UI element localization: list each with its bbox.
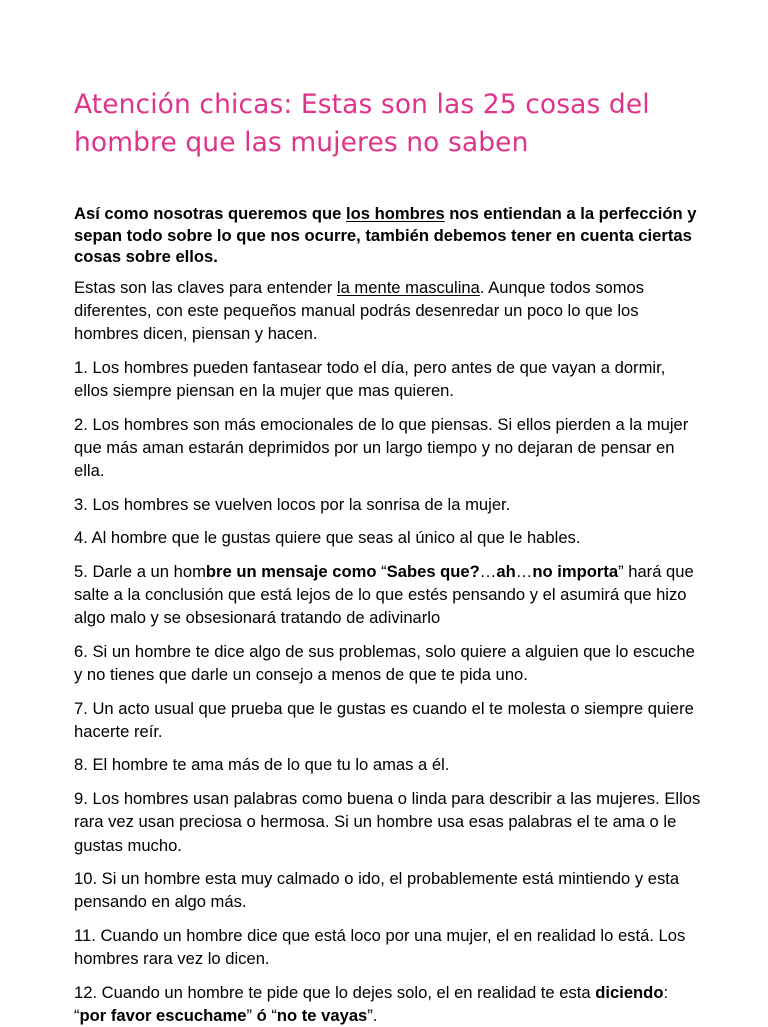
list-item-5-phrase-no-importa: no importa xyxy=(532,561,619,581)
list-item-7: 7. Un acto usual que prueba que le gustas es cuando el te molesta o siempre quiere hacerte reír. xyxy=(74,698,694,741)
list-item-11: 11. Cuando un hombre dice que está loco por una mujer, el en realidad lo está. Los hombres rara vez lo dicen. xyxy=(74,925,686,969)
claves-paragraph xyxy=(74,276,704,346)
list-item-6: 6. Si un hombre te dice algo de sus problemas, solo quiere a alguien que lo escuche y no tienes que darle un consejo a menos de que te pida uno. xyxy=(74,641,695,685)
intro-text-end: nos entiendan a la perfección y sepan todo sobre lo que nos ocurre, también debemos tener en cuenta ciertas cosas sobre ellos. xyxy=(74,204,697,266)
list-item-12-phrase-escuchame: por favor escuchame xyxy=(79,1006,247,1026)
list-item-3: 3. Los hombres se vuelven locos por la sonrisa de la mujer. xyxy=(74,494,511,514)
list-item-5-start: 5. Darle a un hom xyxy=(74,561,206,581)
list-item-12-quote-close: ” xyxy=(246,1006,257,1026)
mente-masculina-link[interactable]: la mente masculina xyxy=(336,277,480,297)
list-item-12-colon-quote: : “ xyxy=(74,982,669,1026)
list-item-5-phrase-ah: ah xyxy=(496,561,516,581)
list-item-5 xyxy=(74,560,704,630)
list-item-12 xyxy=(74,981,704,1027)
intro-paragraph xyxy=(74,203,704,268)
list-item-12-phrase-no-te-vayas: no te vayas xyxy=(276,1006,368,1026)
article-title: Atención chicas: Estas son las 25 cosas del hombre que las mujeres no saben xyxy=(74,89,650,158)
list-item-8: 8. El hombre te ama más de lo que tu lo amas a él. xyxy=(74,755,450,775)
list-item-5-quote-open: “ xyxy=(376,561,387,581)
los-hombres-link[interactable]: los hombres xyxy=(346,204,445,223)
list-item-5-ellipsis-1: … xyxy=(479,561,497,581)
claves-text-end: . Aunque todos somos diferentes, con este pequeños manual podrás desenredar un poco lo que los hombres dicen, piensan y hacen. xyxy=(74,277,645,344)
list-item-10: 10. Si un hombre esta muy calmado o ido, el probablemente está mintiendo y esta pensando en algo más. xyxy=(74,869,680,912)
list-item-9: 9. Los hombres usan palabras como buena o linda para describir a las mujeres. Ellos rara vez usan preciosa o hermosa. Si un hombre usa esas palabras el te ama o le gustas mucho. xyxy=(74,788,701,855)
list-item-2: 2. Los hombres son más emocionales de lo que piensas. Si ellos pierden a la mujer que más aman estarán deprimidos por un largo tiempo y no dejaran de pensar en ella. xyxy=(74,414,689,481)
list-item-5-bold-run: bre un mensaje como xyxy=(205,561,377,581)
list-item-1: 1. Los hombres pueden fantasear todo el día, pero antes de que vayan a dormir, ellos siempre piensan en la mujer que mas quieren. xyxy=(74,357,666,401)
claves-text-start: Estas son las claves para entender xyxy=(74,277,337,297)
intro-text-start: Así como nosotras queremos que xyxy=(74,204,347,223)
list-item-12-diciendo: diciendo xyxy=(595,982,664,1002)
list-item-4: 4. Al hombre que le gustas quiere que seas al único al que le hables. xyxy=(74,528,581,548)
article xyxy=(74,86,704,1027)
list-item-5-end: ” hará que salte a la conclusión que está lejos de lo que estés pensando y el asumirá que hizo algo malo y se obsesionará tratando de adivinarlo xyxy=(74,561,694,628)
list-item-5-ellipsis-2: … xyxy=(515,561,533,581)
list-item-5-phrase-sabes: Sabes que? xyxy=(386,561,480,581)
list-item-12-start: 12. Cuando un hombre te pide que lo dejes solo, el en realidad te esta xyxy=(74,982,596,1002)
list-item-12-quote-open: “ xyxy=(266,1006,277,1026)
list-item-12-end: ”. xyxy=(367,1006,378,1026)
list-item-12-o: ó xyxy=(256,1006,267,1026)
